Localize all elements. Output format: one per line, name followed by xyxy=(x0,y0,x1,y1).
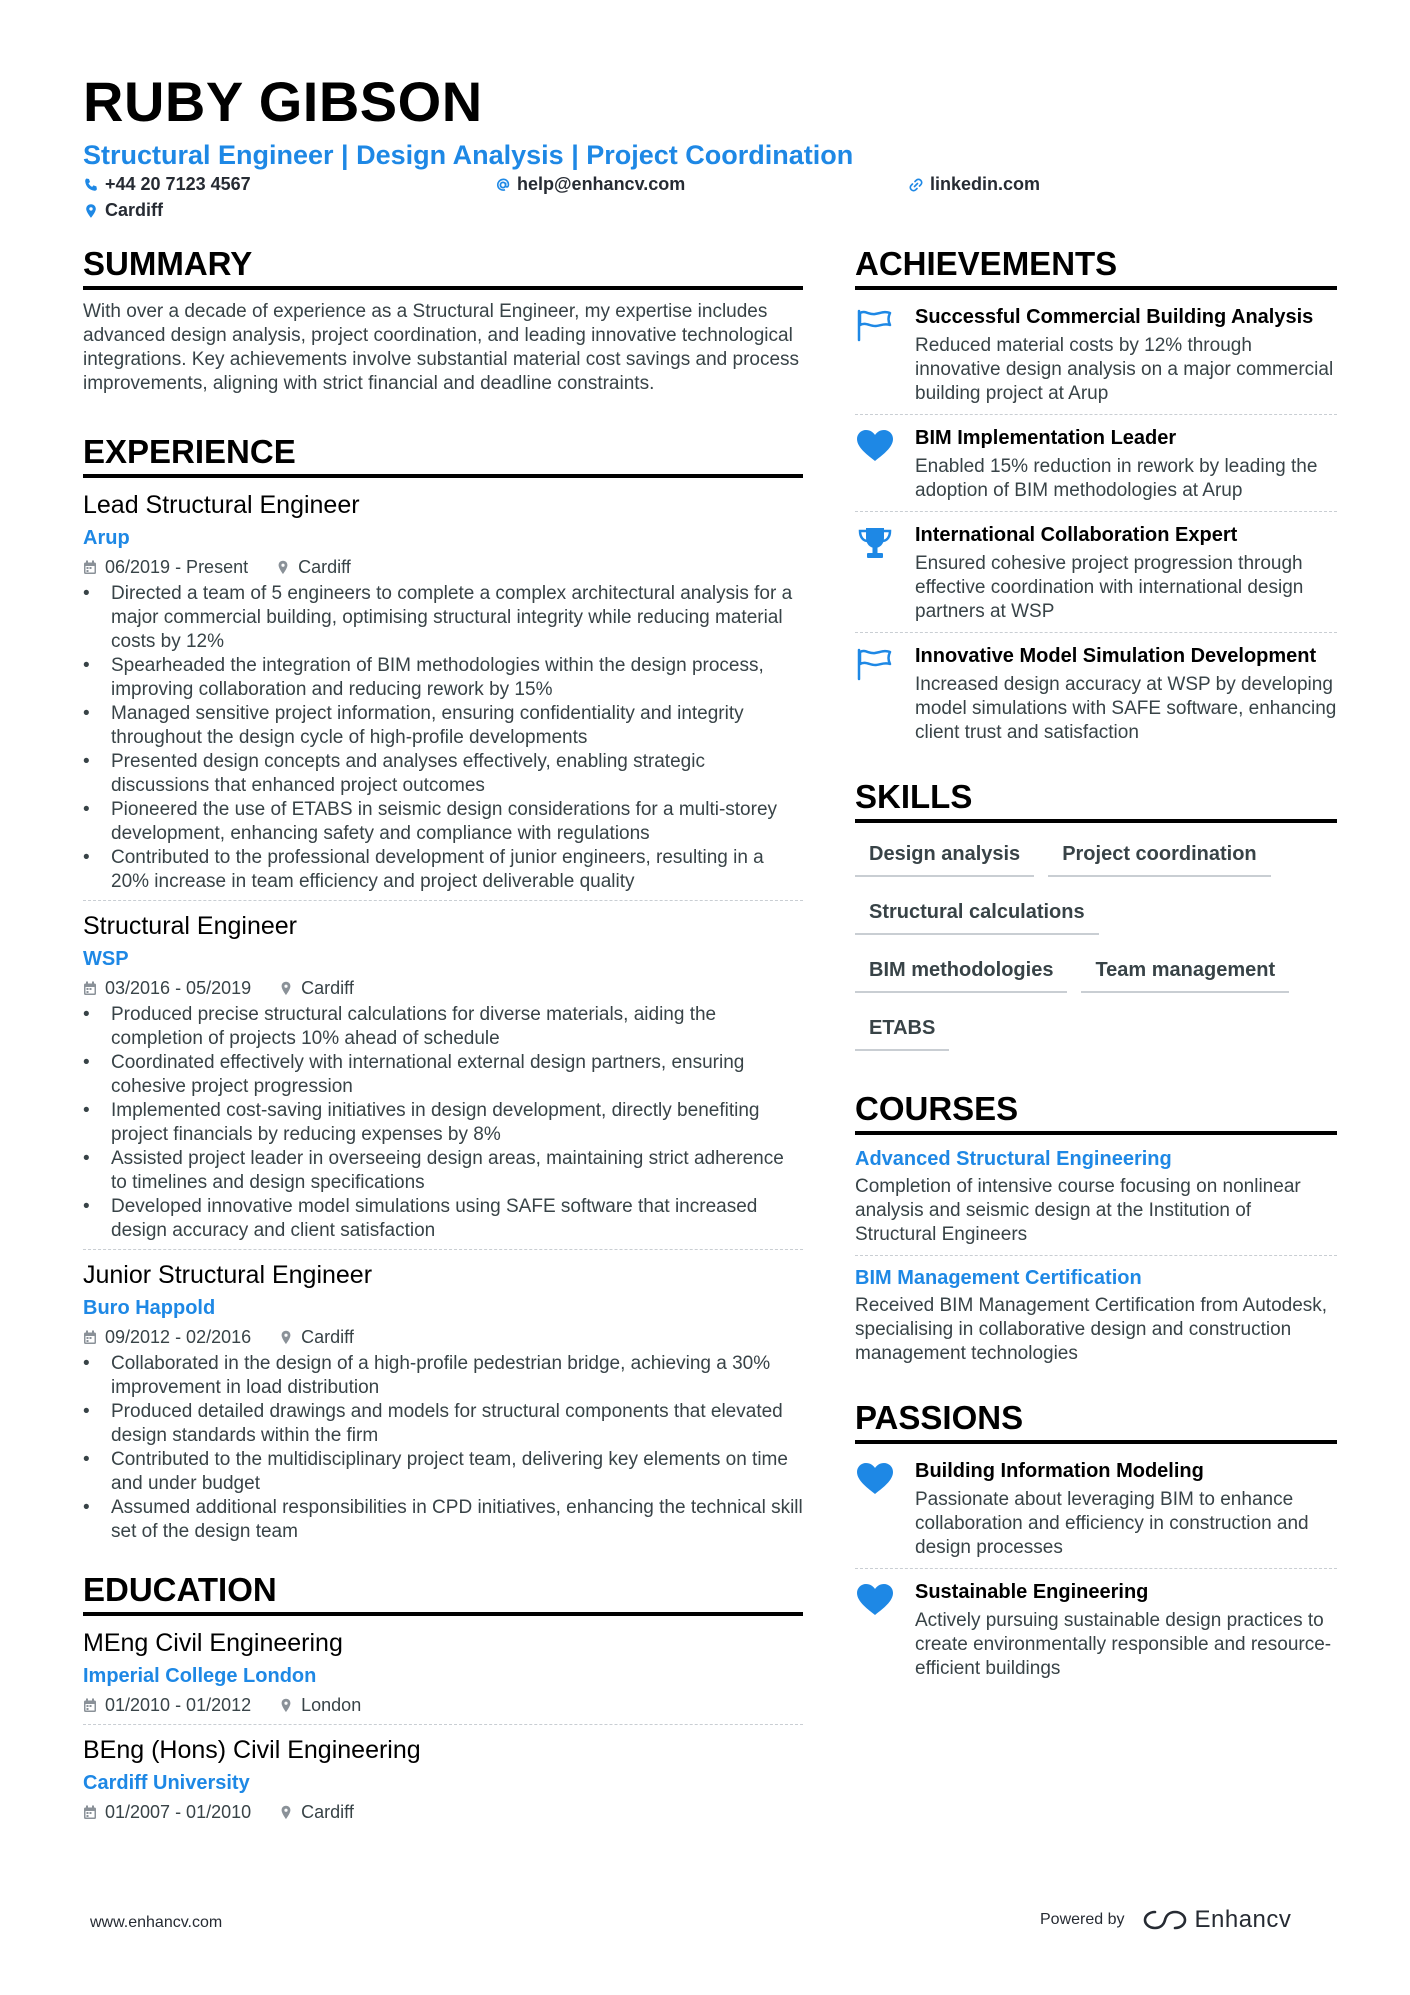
calendar-icon xyxy=(83,981,97,996)
achievement-desc: Ensured cohesive project progression through effective coordination with international design partners at WSP xyxy=(915,553,1304,622)
degree-title: MEng Civil Engineering xyxy=(83,1629,343,1657)
degree-title: BEng (Hons) Civil Engineering xyxy=(83,1736,421,1764)
summary-heading: SUMMARY xyxy=(83,244,803,290)
map-pin-icon xyxy=(276,560,290,575)
bullet-item: • Collaborated in the design of a high-profile pedestrian bridge, achieving a 30% improvement in load distribution xyxy=(83,1352,803,1400)
resume-header xyxy=(83,68,1333,230)
skill-tag: Design analysis xyxy=(855,833,1034,877)
job-bullets xyxy=(83,1352,803,1544)
summary-section xyxy=(83,244,803,396)
experience-heading: EXPERIENCE xyxy=(83,432,803,478)
location-text: Cardiff xyxy=(105,200,163,220)
achievement-desc: Enabled 15% reduction in rework by leading the adoption of BIM methodologies at Arup xyxy=(915,456,1318,501)
skill-tag: Team management xyxy=(1081,949,1289,993)
achievement-item xyxy=(855,639,1337,753)
company-name: Arup xyxy=(83,527,130,549)
enhancv-logo-icon xyxy=(1143,1908,1187,1932)
education-section xyxy=(83,1570,803,1831)
achievement-desc: Increased design accuracy at WSP by developing model simulations with SAFE software, enhancing client trust and satisfaction xyxy=(915,674,1337,743)
skills-heading: SKILLS xyxy=(855,777,1337,823)
linkedin-text: linkedin.com xyxy=(930,174,1041,194)
course-desc: Completion of intensive course focusing on nonlinear analysis and seismic design at the Institution of Structural Engineers xyxy=(855,1176,1301,1245)
brand-logo[interactable] xyxy=(1143,1906,1292,1934)
achievement-item xyxy=(855,421,1337,512)
job-dates: 03/2016 - 05/2019 xyxy=(105,978,252,998)
education-entry xyxy=(83,1626,803,1725)
map-pin-icon xyxy=(279,1330,293,1345)
company-name: WSP xyxy=(83,948,129,970)
passions-heading: PASSIONS xyxy=(855,1398,1337,1444)
skill-tag: BIM methodologies xyxy=(855,949,1067,993)
passion-item xyxy=(855,1454,1337,1569)
achievements-heading: ACHIEVEMENTS xyxy=(855,244,1337,290)
skill-tag: Project coordination xyxy=(1048,833,1270,877)
achievement-title: BIM Implementation Leader xyxy=(915,427,1177,449)
job-title: Structural Engineer xyxy=(83,912,298,940)
bullet-item: • Developed innovative model simulations using SAFE software that increased design accuracy and client satisfaction xyxy=(83,1195,803,1243)
heart-icon xyxy=(855,429,895,463)
job-meta xyxy=(83,975,803,1001)
bullet-item: • Managed sensitive project information, ensuring confidentiality and integrity throughout the design cycle of high-profile developments xyxy=(83,702,803,750)
education-heading: EDUCATION xyxy=(83,1570,803,1616)
bullet-item: • Implemented cost-saving initiatives in design development, directly benefiting project financials by reducing expenses by 8% xyxy=(83,1099,803,1147)
calendar-icon xyxy=(83,1330,97,1345)
education-dates: 01/2010 - 01/2012 xyxy=(105,1695,252,1715)
achievement-title: Innovative Model Simulation Development xyxy=(915,645,1317,667)
bullet-item: • Directed a team of 5 engineers to complete a complex architectural analysis for a major commercial building, optimising structural integrity while reducing material costs by 12% xyxy=(83,582,803,654)
phone-icon xyxy=(83,177,99,193)
achievement-desc: Reduced material costs by 12% through innovative design analysis on a major commercial building project at Arup xyxy=(915,335,1334,404)
job-entry xyxy=(83,1258,803,1550)
job-meta xyxy=(83,554,803,580)
powered-by-text: Powered by xyxy=(1040,1911,1125,1928)
passions-section xyxy=(855,1398,1337,1689)
courses-heading: COURSES xyxy=(855,1089,1337,1135)
bullet-item: • Spearheaded the integration of BIM methodologies within the design process, improving collaboration and reducing rework by 15% xyxy=(83,654,803,702)
right-column xyxy=(855,244,1337,1695)
experience-section xyxy=(83,432,803,1550)
bullet-item: • Contributed to the multidisciplinary project team, delivering key elements on time and under budget xyxy=(83,1448,803,1496)
calendar-icon xyxy=(83,1805,97,1820)
map-pin-icon xyxy=(279,1698,293,1713)
bullet-item: • Coordinated effectively with international external design partners, ensuring cohesive project progression xyxy=(83,1051,803,1099)
education-dates: 01/2007 - 01/2010 xyxy=(105,1802,252,1822)
passion-desc: Actively pursuing sustainable design practices to create environmentally responsible and resource-efficient buildings xyxy=(915,1610,1332,1679)
bullet-item: • Assumed additional responsibilities in CPD initiatives, enhancing the technical skill set of the design team xyxy=(83,1496,803,1544)
flag-icon xyxy=(855,647,895,681)
bullet-item: • Presented design concepts and analyses effectively, enabling strategic discussions that enhanced project outcomes xyxy=(83,750,803,798)
brand-name: Enhancv xyxy=(1194,1906,1292,1933)
bullet-item: • Produced precise structural calculations for diverse materials, aiding the completion of projects 10% ahead of schedule xyxy=(83,1003,803,1051)
job-location: Cardiff xyxy=(298,557,351,577)
bullet-item: • Produced detailed drawings and models for structural components that elevated design standards within the firm xyxy=(83,1400,803,1448)
education-location: Cardiff xyxy=(301,1802,354,1822)
trophy-icon xyxy=(855,526,895,560)
at-icon xyxy=(495,177,511,193)
achievements-section xyxy=(855,244,1337,753)
passion-desc: Passionate about leveraging BIM to enhance collaboration and efficiency in construction and design processes xyxy=(915,1489,1309,1558)
flag-icon xyxy=(855,308,895,342)
bullet-item: • Assisted project leader in overseeing design areas, maintaining strict adherence to timelines and design specifications xyxy=(83,1147,803,1195)
job-location: Cardiff xyxy=(301,978,354,998)
job-location: Cardiff xyxy=(301,1327,354,1347)
skill-tag: ETABS xyxy=(855,1007,949,1051)
heart-icon xyxy=(855,1462,895,1496)
candidate-name: RUBY GIBSON xyxy=(83,70,483,133)
course-title: BIM Management Certification xyxy=(855,1267,1142,1289)
course-item xyxy=(855,1264,1337,1374)
summary-text: With over a decade of experience as a Structural Engineer, my expertise includes advanced design analysis, project coordination, and leading innovative technological integrations. Key achievements involve substantial material cost savings and process improvements, aligning with strict financial and deadline constraints. xyxy=(83,301,800,394)
course-title: Advanced Structural Engineering xyxy=(855,1148,1172,1170)
passion-title: Building Information Modeling xyxy=(915,1460,1204,1482)
job-bullets xyxy=(83,582,803,894)
job-dates: 06/2019 - Present xyxy=(105,557,249,577)
map-pin-icon xyxy=(279,1805,293,1820)
education-meta xyxy=(83,1799,803,1825)
achievement-title: International Collaboration Expert xyxy=(915,524,1238,546)
achievement-item xyxy=(855,300,1337,415)
passion-title: Sustainable Engineering xyxy=(915,1581,1149,1603)
job-entry xyxy=(83,909,803,1250)
job-title: Junior Structural Engineer xyxy=(83,1261,373,1289)
bullet-item: • Contributed to the professional development of junior engineers, resulting in a 20% increase in team efficiency and project deliverable quality xyxy=(83,846,803,894)
skill-tag: Structural calculations xyxy=(855,891,1099,935)
school-name: Imperial College London xyxy=(83,1665,317,1687)
link-icon xyxy=(908,177,924,193)
company-name: Buro Happold xyxy=(83,1297,216,1319)
course-desc: Received BIM Management Certification from Autodesk, specialising in collaborative design and construction management technologies xyxy=(855,1295,1328,1364)
heart-icon xyxy=(855,1583,895,1617)
education-entry xyxy=(83,1733,803,1831)
contact-phone xyxy=(83,174,251,195)
candidate-title: Structural Engineer | Design Analysis | Project Coordination xyxy=(83,140,854,170)
contact-location xyxy=(83,200,163,221)
bullet-item: • Pioneered the use of ETABS in seismic design considerations for a multi-storey development, enhancing safety and compliance with regulations xyxy=(83,798,803,846)
phone-text: +44 20 7123 4567 xyxy=(105,174,251,194)
job-dates: 09/2012 - 02/2016 xyxy=(105,1327,252,1347)
skills-list xyxy=(855,833,1337,1065)
email-text: help@enhancv.com xyxy=(517,174,686,194)
achievement-item xyxy=(855,518,1337,633)
course-item xyxy=(855,1145,1337,1256)
passion-item xyxy=(855,1575,1337,1689)
job-meta xyxy=(83,1324,803,1350)
calendar-icon xyxy=(83,1698,97,1713)
map-pin-icon xyxy=(279,981,293,996)
job-entry xyxy=(83,488,803,901)
school-name: Cardiff University xyxy=(83,1772,250,1794)
education-location: London xyxy=(301,1695,362,1715)
contact-linkedin[interactable] xyxy=(908,174,1040,195)
footer-website[interactable]: www.enhancv.com xyxy=(90,1914,223,1931)
footer-branding xyxy=(1040,1906,1291,1934)
contact-email[interactable] xyxy=(495,174,685,195)
calendar-icon xyxy=(83,560,97,575)
left-column xyxy=(83,244,803,1839)
job-title: Lead Structural Engineer xyxy=(83,491,360,519)
education-meta xyxy=(83,1692,803,1718)
skills-section xyxy=(855,777,1337,1065)
contact-info xyxy=(83,174,1333,230)
achievement-title: Successful Commercial Building Analysis xyxy=(915,306,1314,328)
job-bullets xyxy=(83,1003,803,1243)
map-pin-icon xyxy=(83,203,99,219)
courses-section xyxy=(855,1089,1337,1374)
